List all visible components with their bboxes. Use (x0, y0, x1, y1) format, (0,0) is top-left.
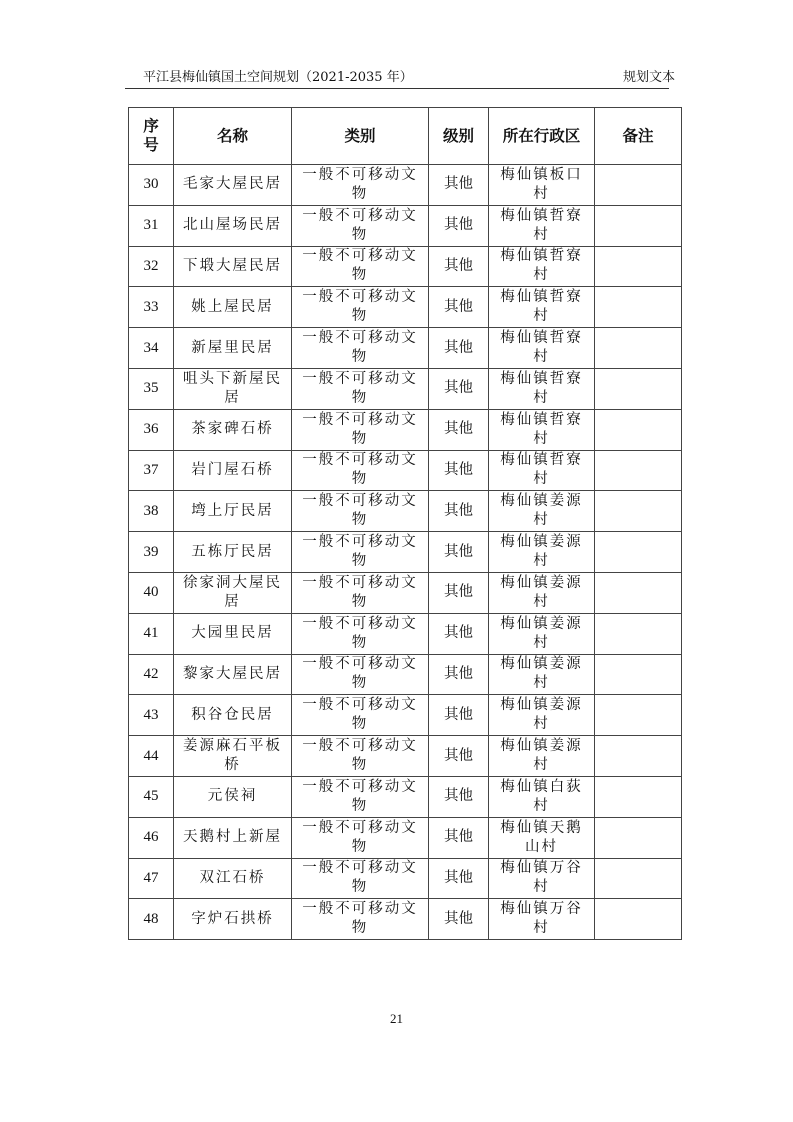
row-level: 其他 (429, 654, 489, 695)
row-note (595, 328, 682, 369)
row-note (595, 695, 682, 736)
row-name: 元侯祠 (174, 776, 292, 817)
row-note (595, 572, 682, 613)
row-note (595, 899, 682, 940)
row-note (595, 205, 682, 246)
row-name: 大园里民居 (174, 613, 292, 654)
row-note (595, 450, 682, 491)
row-category: 一般不可移动文物 (292, 572, 429, 613)
row-category: 一般不可移动文物 (292, 613, 429, 654)
row-note (595, 491, 682, 532)
row-district: 梅仙镇姜源村 (489, 532, 595, 573)
row-note (595, 654, 682, 695)
column-header-name: 名称 (174, 108, 292, 165)
row-district: 梅仙镇哲寮村 (489, 328, 595, 369)
row-district: 梅仙镇哲寮村 (489, 246, 595, 287)
column-header-category: 类别 (292, 108, 429, 165)
row-note (595, 736, 682, 777)
row-category: 一般不可移动文物 (292, 409, 429, 450)
row-level: 其他 (429, 246, 489, 287)
row-name: 北山屋场民居 (174, 205, 292, 246)
row-number: 42 (129, 654, 174, 695)
row-category: 一般不可移动文物 (292, 817, 429, 858)
table-row (129, 613, 682, 654)
table-row (129, 409, 682, 450)
row-number: 38 (129, 491, 174, 532)
row-category: 一般不可移动文物 (292, 328, 429, 369)
row-note (595, 613, 682, 654)
row-district: 梅仙镇万谷村 (489, 899, 595, 940)
row-level: 其他 (429, 409, 489, 450)
row-category: 一般不可移动文物 (292, 368, 429, 409)
row-name: 下塅大屋民居 (174, 246, 292, 287)
page-number: 21 (390, 1011, 403, 1026)
table-body (129, 165, 682, 940)
row-name: 姜源麻石平板桥 (174, 736, 292, 777)
table-row (129, 572, 682, 613)
row-note (595, 817, 682, 858)
row-number: 31 (129, 205, 174, 246)
row-name: 天鹅村上新屋 (174, 817, 292, 858)
row-level: 其他 (429, 165, 489, 206)
row-number: 30 (129, 165, 174, 206)
row-category: 一般不可移动文物 (292, 165, 429, 206)
column-header-note: 备注 (595, 108, 682, 165)
row-level: 其他 (429, 899, 489, 940)
row-name: 双江石桥 (174, 858, 292, 899)
row-district: 梅仙镇哲寮村 (489, 287, 595, 328)
row-district: 梅仙镇板口村 (489, 165, 595, 206)
row-level: 其他 (429, 572, 489, 613)
row-number: 39 (129, 532, 174, 573)
row-number: 35 (129, 368, 174, 409)
row-district: 梅仙镇姜源村 (489, 736, 595, 777)
table-row (129, 858, 682, 899)
row-number: 40 (129, 572, 174, 613)
column-header-district: 所在行政区 (489, 108, 595, 165)
column-header-no: 序号 (129, 108, 174, 165)
row-number: 37 (129, 450, 174, 491)
row-note (595, 409, 682, 450)
table-row (129, 165, 682, 206)
row-category: 一般不可移动文物 (292, 776, 429, 817)
row-district: 梅仙镇姜源村 (489, 695, 595, 736)
row-category: 一般不可移动文物 (292, 858, 429, 899)
table-row (129, 736, 682, 777)
table-row (129, 654, 682, 695)
row-category: 一般不可移动文物 (292, 736, 429, 777)
row-level: 其他 (429, 368, 489, 409)
row-number: 48 (129, 899, 174, 940)
row-district: 梅仙镇天鹅山村 (489, 817, 595, 858)
row-number: 41 (129, 613, 174, 654)
row-level: 其他 (429, 328, 489, 369)
row-district: 梅仙镇万谷村 (489, 858, 595, 899)
row-note (595, 165, 682, 206)
table-row (129, 287, 682, 328)
document-type: 规划文本 (622, 70, 675, 85)
row-district: 梅仙镇白荻村 (489, 776, 595, 817)
row-level: 其他 (429, 205, 489, 246)
row-number: 45 (129, 776, 174, 817)
table-row (129, 491, 682, 532)
row-category: 一般不可移动文物 (292, 246, 429, 287)
row-district: 梅仙镇哲寮村 (489, 205, 595, 246)
row-district: 梅仙镇哲寮村 (489, 368, 595, 409)
row-name: 黎家大屋民居 (174, 654, 292, 695)
row-name: 新屋里民居 (174, 328, 292, 369)
row-number: 43 (129, 695, 174, 736)
page-header (143, 64, 675, 86)
row-category: 一般不可移动文物 (292, 491, 429, 532)
row-note (595, 368, 682, 409)
row-level: 其他 (429, 736, 489, 777)
row-name: 徐家洞大屋民居 (174, 572, 292, 613)
row-number: 34 (129, 328, 174, 369)
row-name: 字炉石拱桥 (174, 899, 292, 940)
row-name: 姚上屋民居 (174, 287, 292, 328)
row-category: 一般不可移动文物 (292, 205, 429, 246)
table-row (129, 817, 682, 858)
row-note (595, 532, 682, 573)
row-note (595, 858, 682, 899)
table-header-row (129, 108, 682, 165)
row-district: 梅仙镇哲寮村 (489, 409, 595, 450)
row-category: 一般不可移动文物 (292, 287, 429, 328)
row-district: 梅仙镇姜源村 (489, 572, 595, 613)
row-category: 一般不可移动文物 (292, 450, 429, 491)
row-name: 毛家大屋民居 (174, 165, 292, 206)
row-level: 其他 (429, 491, 489, 532)
row-note (595, 287, 682, 328)
row-number: 36 (129, 409, 174, 450)
row-number: 33 (129, 287, 174, 328)
row-level: 其他 (429, 776, 489, 817)
table-row (129, 695, 682, 736)
row-category: 一般不可移动文物 (292, 695, 429, 736)
row-level: 其他 (429, 532, 489, 573)
row-number: 47 (129, 858, 174, 899)
row-level: 其他 (429, 613, 489, 654)
document-title: 平江县梅仙镇国土空间规划（2021-2035 年） (143, 70, 413, 85)
row-level: 其他 (429, 695, 489, 736)
row-district: 梅仙镇姜源村 (489, 613, 595, 654)
row-name: 咀头下新屋民居 (174, 368, 292, 409)
table-row (129, 899, 682, 940)
row-name: 积谷仓民居 (174, 695, 292, 736)
table-row (129, 776, 682, 817)
row-number: 46 (129, 817, 174, 858)
table-row (129, 450, 682, 491)
row-category: 一般不可移动文物 (292, 899, 429, 940)
heritage-table (128, 107, 682, 940)
row-note (595, 776, 682, 817)
row-level: 其他 (429, 287, 489, 328)
row-level: 其他 (429, 817, 489, 858)
table-row (129, 205, 682, 246)
row-district: 梅仙镇哲寮村 (489, 450, 595, 491)
row-level: 其他 (429, 450, 489, 491)
header-divider (125, 88, 669, 89)
row-category: 一般不可移动文物 (292, 654, 429, 695)
row-number: 32 (129, 246, 174, 287)
row-name: 茶家碑石桥 (174, 409, 292, 450)
row-level: 其他 (429, 858, 489, 899)
table-row (129, 328, 682, 369)
table-row (129, 368, 682, 409)
row-number: 44 (129, 736, 174, 777)
row-name: 岩门屋石桥 (174, 450, 292, 491)
row-name: 塆上厅民居 (174, 491, 292, 532)
table-row (129, 532, 682, 573)
row-district: 梅仙镇姜源村 (489, 491, 595, 532)
table-row (129, 246, 682, 287)
row-category: 一般不可移动文物 (292, 532, 429, 573)
row-district: 梅仙镇姜源村 (489, 654, 595, 695)
row-name: 五栋厅民居 (174, 532, 292, 573)
column-header-level: 级别 (429, 108, 489, 165)
row-note (595, 246, 682, 287)
